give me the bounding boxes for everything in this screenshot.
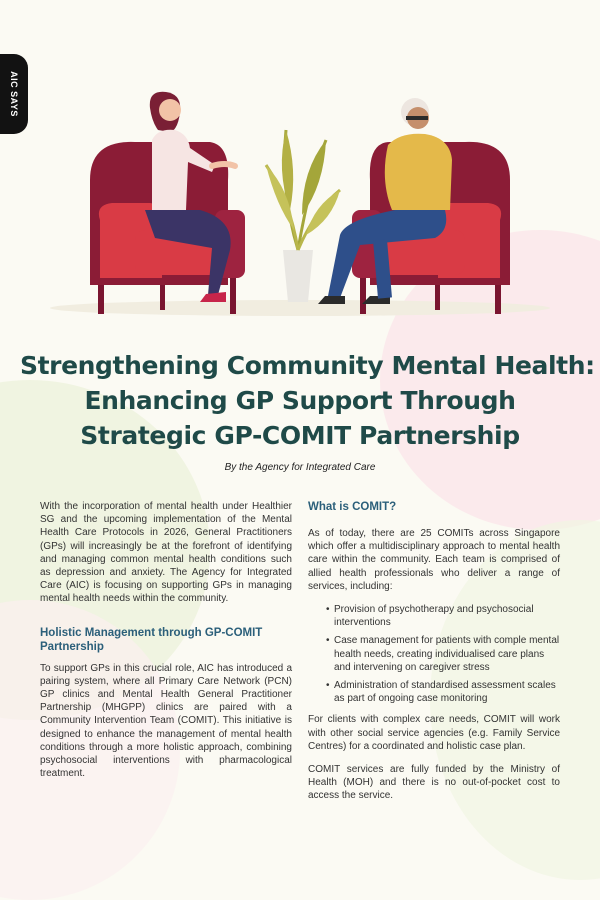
services-list bbox=[308, 603, 560, 705]
intro-paragraph: With the incorporation of mental health under Healthier SG and the upcoming implementation of the Mental Health Care Protocols in 2026, General Practitioners (GPs) will increasingly be at the forefront of identifying and managing common mental health conditions such as depression and anxiety. The Agency for Integrated Care (AIC) is focusing on supporting GPs in managing mental health needs within the community. bbox=[40, 501, 292, 605]
comit-intro-paragraph: As of today, there are 25 COMITs across Singapore which offer a multidisciplinary approach to mental health care within the community. Each team is comprised of allied health professionals who deliver a range of services, including: bbox=[308, 528, 560, 592]
article-title bbox=[20, 348, 595, 453]
comit-heading: What is COMIT? bbox=[308, 501, 397, 513]
list-item bbox=[308, 679, 560, 705]
right-column bbox=[308, 500, 560, 803]
section-tab bbox=[0, 54, 28, 134]
title-line-1: Strengthening Community Mental Health: bbox=[20, 351, 595, 380]
list-item bbox=[308, 634, 560, 674]
service-text: Provision of psychotherapy and psychosocial interventions bbox=[334, 604, 534, 629]
left-column bbox=[40, 500, 292, 780]
bullet-icon: • bbox=[326, 604, 330, 616]
section-tab-label: AIC SAYS bbox=[9, 71, 19, 117]
service-text: Case management for patients with comple mental health needs, creating individualised care plans and intervening on caregiver stress bbox=[334, 635, 560, 673]
byline: By the Agency for Integrated Care bbox=[224, 462, 376, 473]
holistic-heading: Holistic Management through GP-COMIT Partnership bbox=[40, 626, 263, 653]
bullet-icon: • bbox=[326, 635, 330, 647]
potted-plant bbox=[266, 130, 340, 302]
title-line-3: Strategic GP-COMIT Partnership bbox=[80, 421, 520, 450]
title-line-2: Enhancing GP Support Through bbox=[84, 386, 516, 415]
service-text: Administration of standardised assessment scales as part of ongoing case monitoring bbox=[334, 680, 556, 705]
holistic-paragraph: To support GPs in this crucial role, AIC has introduced a pairing system, where all Primary Care Network (PCN) GP clinics and Mental Health General Practitioner Partnership (MHGPP) clinics are paired with a Community Intervention Team (COMIT). This initiative is designed to enhance the management of mental health conditions through a more holistic approach, combining psychosocial interventions with pharmacological treatment. bbox=[40, 662, 292, 780]
list-item bbox=[308, 603, 560, 629]
complex-care-paragraph: For clients with complex care needs, COMIT will work with other social service agencies (e.g. Family Service Centres) for a coordinated and holistic case plan. bbox=[308, 714, 560, 752]
counselling-illustration bbox=[40, 70, 560, 335]
funding-paragraph: COMIT services are fully funded by the Ministry of Health (MOH) and there is no out-of-pocket cost to access the service. bbox=[308, 764, 560, 802]
bullet-icon: • bbox=[326, 680, 330, 692]
